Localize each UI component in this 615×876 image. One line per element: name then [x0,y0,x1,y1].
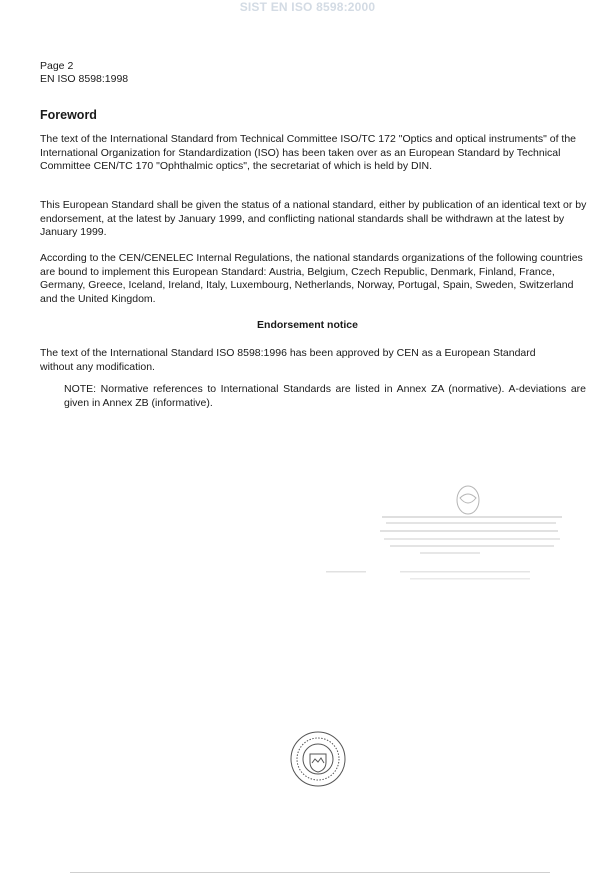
foreword-paragraph: This European Standard shall be given the status of a national standard, either by publication of an identical text or by endorsement, at the latest by January 1999, and conflicting national standards shall be withdrawn at the latest by January 1999. [40,199,587,238]
page-header [40,60,128,85]
round-seal [289,730,347,793]
foreword-paragraph: According to the CEN/CENELEC Internal Regulations, the national standards organizations of the following countries are bound to implement this European Standard: Austria, Belgium, Czech Republic, Denmark, Finland, France, Germany, Greece, Iceland, Ireland, Italy, Luxembourg, Netherlands, Norway, Portugal, Spain, Sweden, Switzerland and the United Kingdom. [40,252,583,305]
endorsement-heading: Endorsement notice [257,319,358,331]
foreword-heading: Foreword [40,108,97,122]
faded-stamp [320,478,590,598]
endorsement-note: NOTE: Normative references to International Standards are listed in Annex ZA (normative). A-deviations are given in Annex ZB (informative). [64,383,586,409]
foreword-paragraph: The text of the International Standard from Technical Committee ISO/TC 172 "Optics and optical instruments" of the International Organization for Standardization (ISO) has been taken over as an European Standard by Technical Committee CEN/TC 170 "Ophthalmic optics", the secretariat of which is held by DIN. [40,133,577,172]
document-id: EN ISO 8598:1998 [40,72,129,85]
endorsement-paragraph: The text of the International Standard ISO 8598:1996 has been approved by CEN as a European Standard without any modification. [40,347,536,373]
page-number: Page 2 [40,60,74,72]
watermark: SIST EN ISO 8598:2000 [239,0,376,14]
scan-artifact [70,872,550,873]
